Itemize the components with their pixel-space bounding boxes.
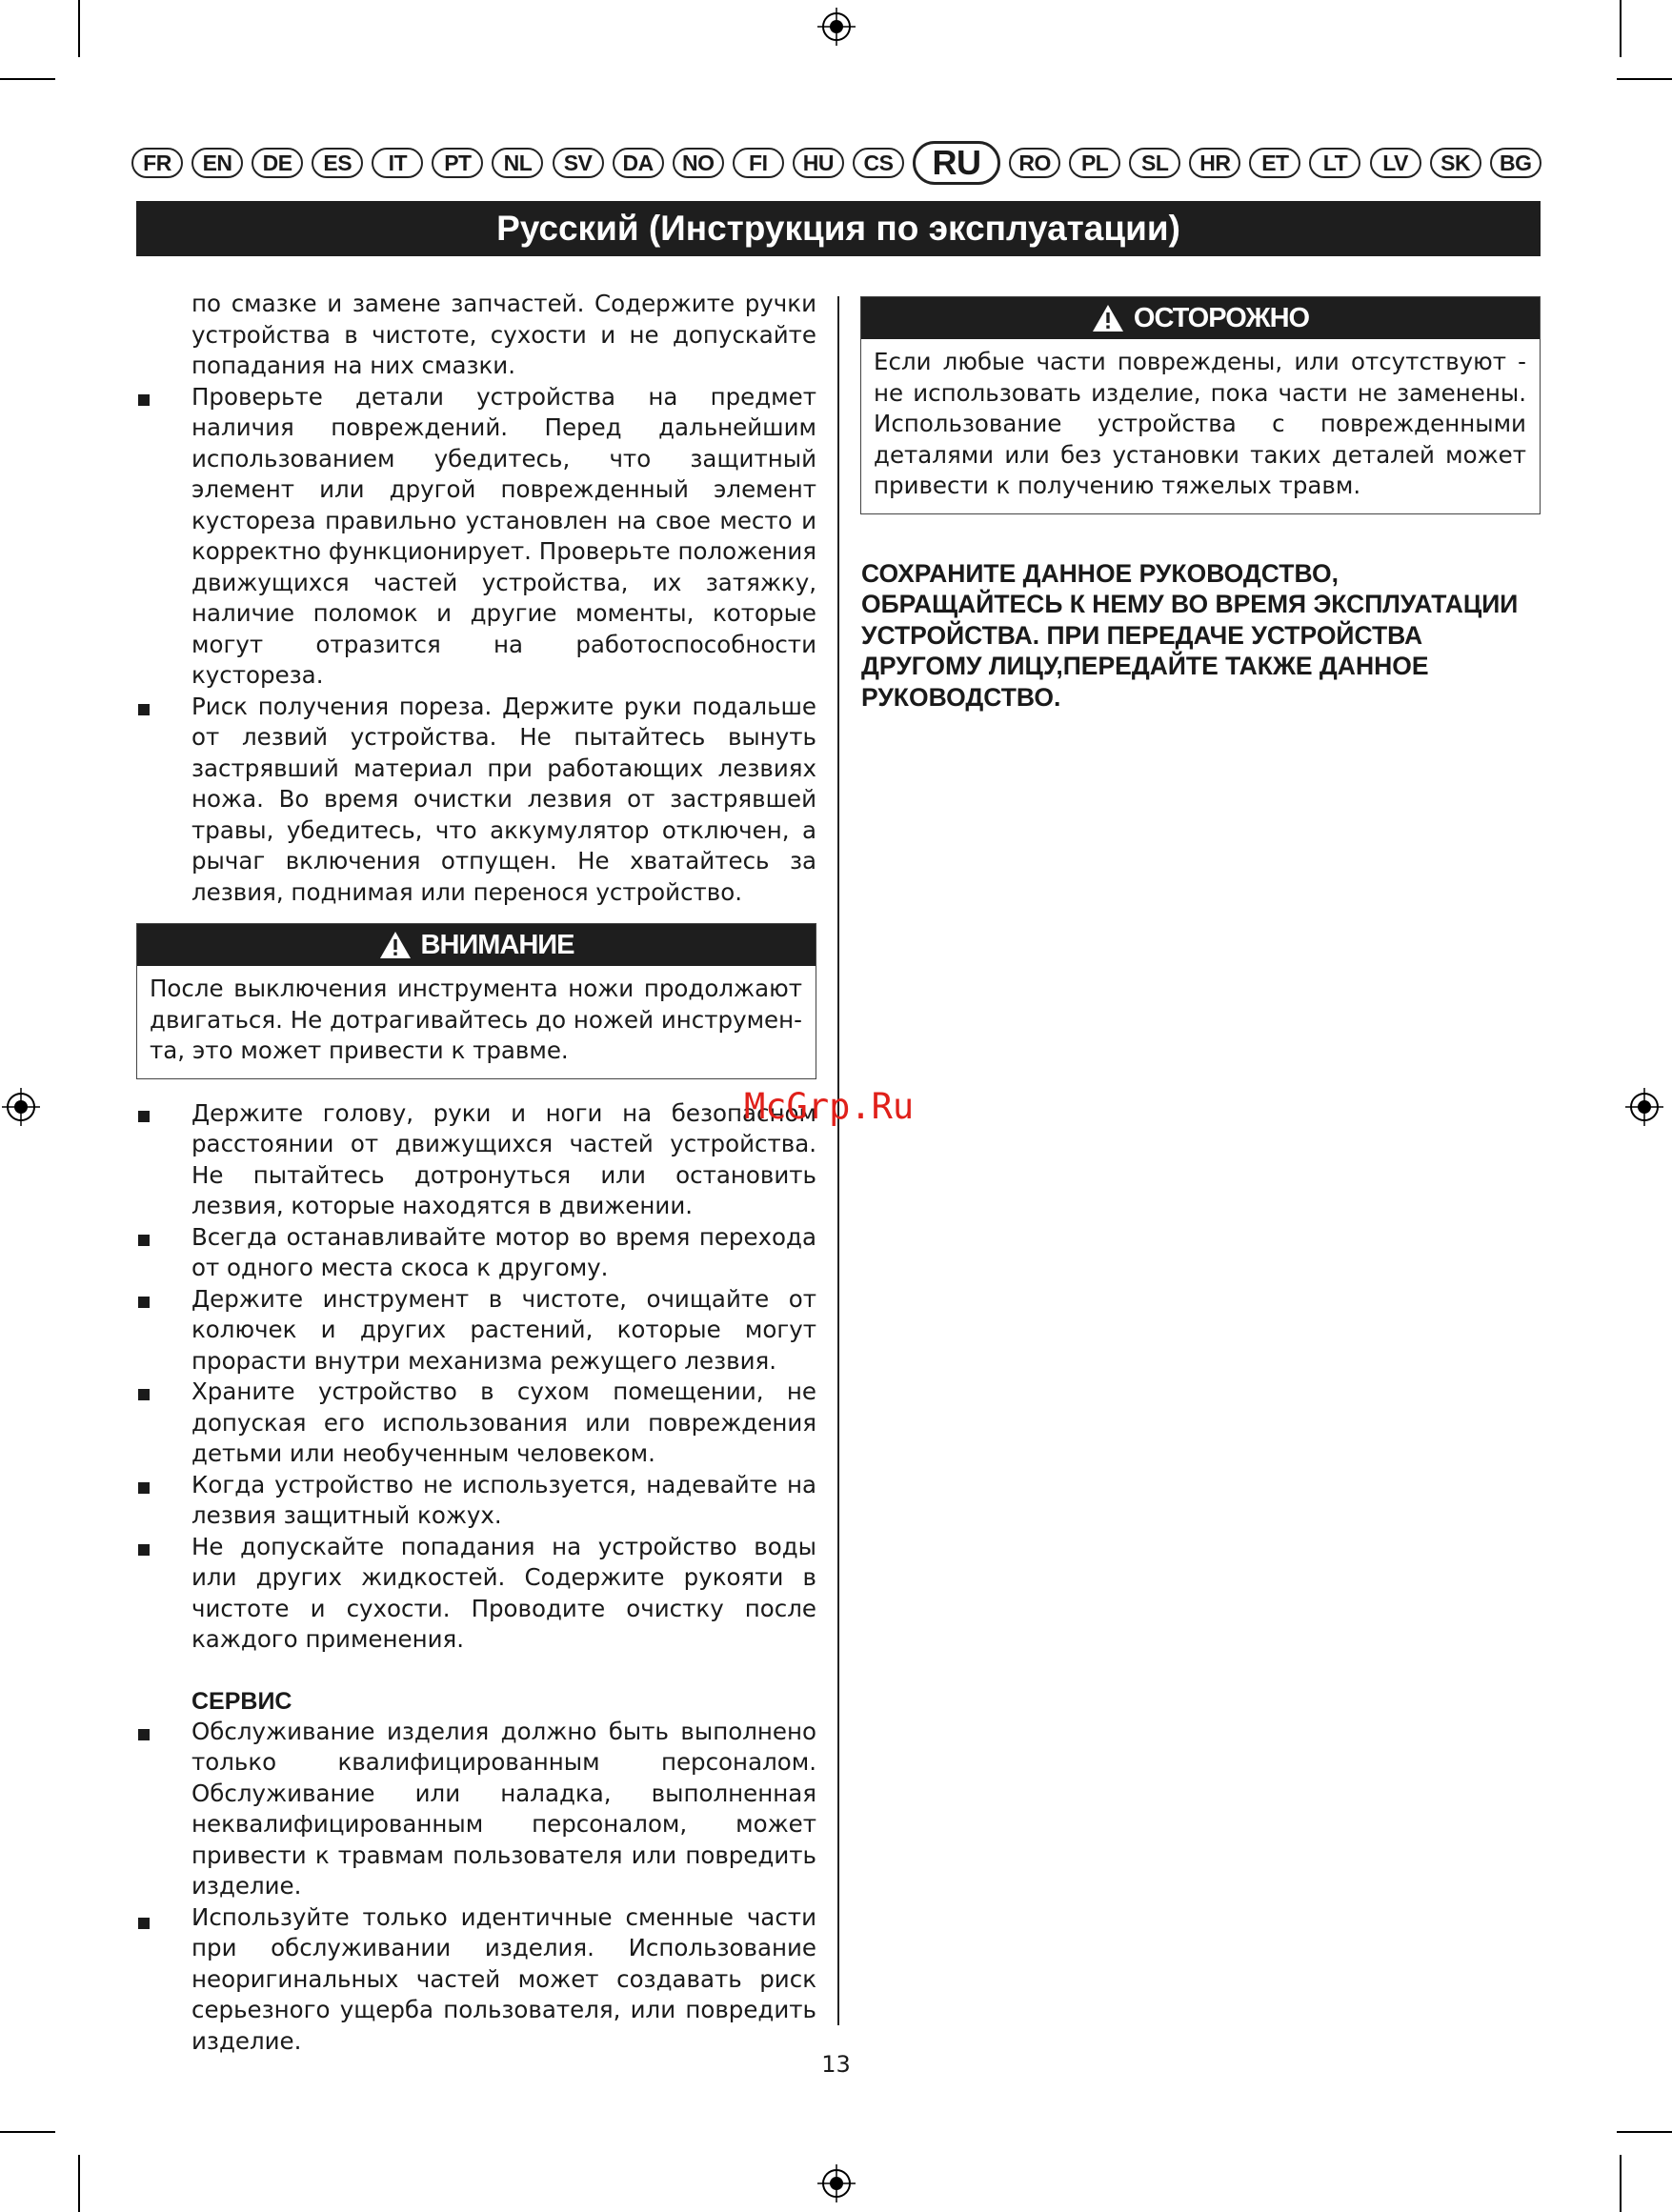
- language-tab-hu[interactable]: HU: [793, 148, 844, 178]
- crop-mark: [1617, 2131, 1672, 2133]
- bullet-icon: [138, 1111, 150, 1122]
- list-item: Всегда останавливайте мотор во время перехода от одного места скоса к другому.: [136, 1222, 816, 1284]
- list-item: Держите голову, руки и ноги на безопасном расстоянии от движущихся частей устройства. Не пытайтесь дотронуться или остановить лезвия, которые находятся в движении.: [136, 1098, 816, 1222]
- warning-triangle-icon: [379, 931, 412, 959]
- language-tab-sk[interactable]: SK: [1430, 148, 1481, 178]
- list-item: Риск получения пореза. Держите руки подальше от лезвий устройства. Не пытайтесь вынуть застрявший материал при работающих лезвиях ножа. Во время очистки лезвия от застрявшей травы, убедитесь, что аккумулятор отключен, а рычаг включения отпущен. Не хватайтесь за лезвия, поднимая или перенося устройство.: [136, 692, 816, 909]
- language-tab-no[interactable]: NO: [673, 148, 724, 178]
- crop-mark: [1617, 78, 1672, 80]
- language-tab-ru[interactable]: RU: [913, 141, 1000, 185]
- crop-mark: [1620, 2155, 1622, 2212]
- list-item: Храните устройство в сухом помещении, не допуская его использования или повреждения детьми или необученным человеком.: [136, 1377, 816, 1470]
- page-title: Русский (Инструкция по эксплуатации): [136, 201, 1541, 256]
- crop-mark: [78, 0, 80, 57]
- caution-header: [861, 297, 1540, 339]
- language-bar: [131, 141, 1541, 185]
- language-tab-es[interactable]: ES: [312, 148, 363, 178]
- language-tab-ro[interactable]: RO: [1009, 148, 1060, 178]
- language-tab-it[interactable]: IT: [372, 148, 423, 178]
- list-item: Держите инструмент в чистоте, очищайте от колючек и других растений, которые могут прорасти внутри механизма режущего лезвия.: [136, 1284, 816, 1377]
- bullet-icon: [138, 1389, 150, 1400]
- list-item: Используйте только идентичные сменные части при обслуживании изделия. Использование неоригинальных частей может создавать риск серьезного ущерба пользователя, или повредить изделие.: [136, 1902, 816, 2058]
- bullet-icon: [138, 1918, 150, 1929]
- warning-triangle-icon: [1092, 304, 1124, 332]
- warning-text: После выключения инструмента ножи продолжают двигаться. Не дотрагивайтесь до ножей инструмен-та, это может привести к травме.: [150, 975, 802, 1064]
- bullet-icon: [138, 704, 150, 715]
- language-tab-pl[interactable]: PL: [1069, 148, 1120, 178]
- language-tab-en[interactable]: EN: [191, 148, 243, 178]
- warning-box: [136, 923, 816, 1079]
- registration-mark-icon: [817, 2164, 856, 2202]
- continuation-text: по смазке и замене запчастей. Содержите ручки устройства в чистоте, сухости и не допускайте попадания на них смазки.: [191, 290, 816, 379]
- save-manual-notice: СОХРАНИТЕ ДАННОЕ РУКОВОДСТВО, ОБРАЩАЙТЕСЬ К НЕМУ ВО ВРЕМЯ ЭКСПЛУАТАЦИИ УСТРОЙСТВА. ПРИ ПЕРЕДАЧЕ УСТРОЙСТВА ДРУГОМУ ЛИЦУ,ПЕРЕДАЙТЕ ТАКЖЕ ДАННОЕ РУКОВОДСТВО.: [861, 558, 1519, 712]
- caution-title: ОСТОРОЖНО: [1133, 302, 1310, 333]
- registration-mark-icon: [817, 8, 856, 46]
- bullet-icon: [138, 1544, 150, 1556]
- language-tab-lt[interactable]: LT: [1309, 148, 1360, 178]
- language-tab-sl[interactable]: SL: [1129, 148, 1180, 178]
- language-tab-fr[interactable]: FR: [131, 148, 183, 178]
- language-tab-pt[interactable]: PT: [432, 148, 483, 178]
- language-tab-sv[interactable]: SV: [553, 148, 604, 178]
- service-heading: СЕРВИС: [191, 1687, 292, 1715]
- page-number: 13: [821, 2051, 851, 2078]
- language-tab-fi[interactable]: FI: [733, 148, 784, 178]
- caution-text: Если любые части повреждены, или отсутствуют - не использовать изделие, пока части не заменены. Использование устройства с поврежденными деталями или без установки таких деталей может привести к получению тяжелых травм.: [874, 348, 1526, 499]
- crop-mark: [0, 78, 55, 80]
- left-column: [136, 289, 816, 2057]
- caution-box: [860, 296, 1541, 514]
- list-item: Когда устройство не используется, надевайте на лезвия защитный кожух.: [136, 1470, 816, 1532]
- list-item: Не допускайте попадания на устройство воды или других жидкостей. Содержите рукояти в чистоте и сухости. Проводите очистку после каждого применения.: [136, 1532, 816, 1656]
- registration-mark-icon: [1625, 1088, 1663, 1126]
- language-tab-da[interactable]: DA: [613, 148, 664, 178]
- bullet-icon: [138, 1482, 150, 1494]
- language-tab-cs[interactable]: CS: [853, 148, 904, 178]
- crop-mark: [0, 2131, 55, 2133]
- list-item: Обслуживание изделия должно быть выполнено только квалифицированным персоналом. Обслуживание или наладка, выполненная неквалифицированным персоналом, может привести к травмам пользователя или повредить изделие.: [136, 1717, 816, 1902]
- column-divider: [837, 296, 839, 2025]
- warning-header: [137, 924, 816, 966]
- language-tab-bg[interactable]: BG: [1490, 148, 1541, 178]
- language-tab-lv[interactable]: LV: [1370, 148, 1421, 178]
- crop-mark: [78, 2155, 80, 2212]
- bullet-icon: [138, 1235, 150, 1246]
- bullet-icon: [138, 394, 150, 406]
- language-tab-de[interactable]: DE: [252, 148, 303, 178]
- registration-mark-icon: [2, 1088, 40, 1126]
- language-tab-et[interactable]: ET: [1249, 148, 1300, 178]
- warning-title: ВНИМАНИЕ: [420, 929, 574, 960]
- crop-mark: [1620, 0, 1622, 57]
- bullet-icon: [138, 1729, 150, 1740]
- bullet-icon: [138, 1297, 150, 1308]
- list-item: Проверьте детали устройства на предмет наличия повреждений. Перед дальнейшим использованием убедитесь, что защитный элемент или другой поврежденный элемент кустореза правильно установлен на свое место и корректно функционирует. Проверьте положения движущихся частей устройства, их затяжку, наличие поломок и другие моменты, которые могут отразится на работоспособности кустореза.: [136, 382, 816, 692]
- language-tab-hr[interactable]: HR: [1189, 148, 1240, 178]
- watermark: McGrp.Ru: [744, 1086, 915, 1127]
- right-column: [860, 296, 1541, 713]
- language-tab-nl[interactable]: NL: [492, 148, 543, 178]
